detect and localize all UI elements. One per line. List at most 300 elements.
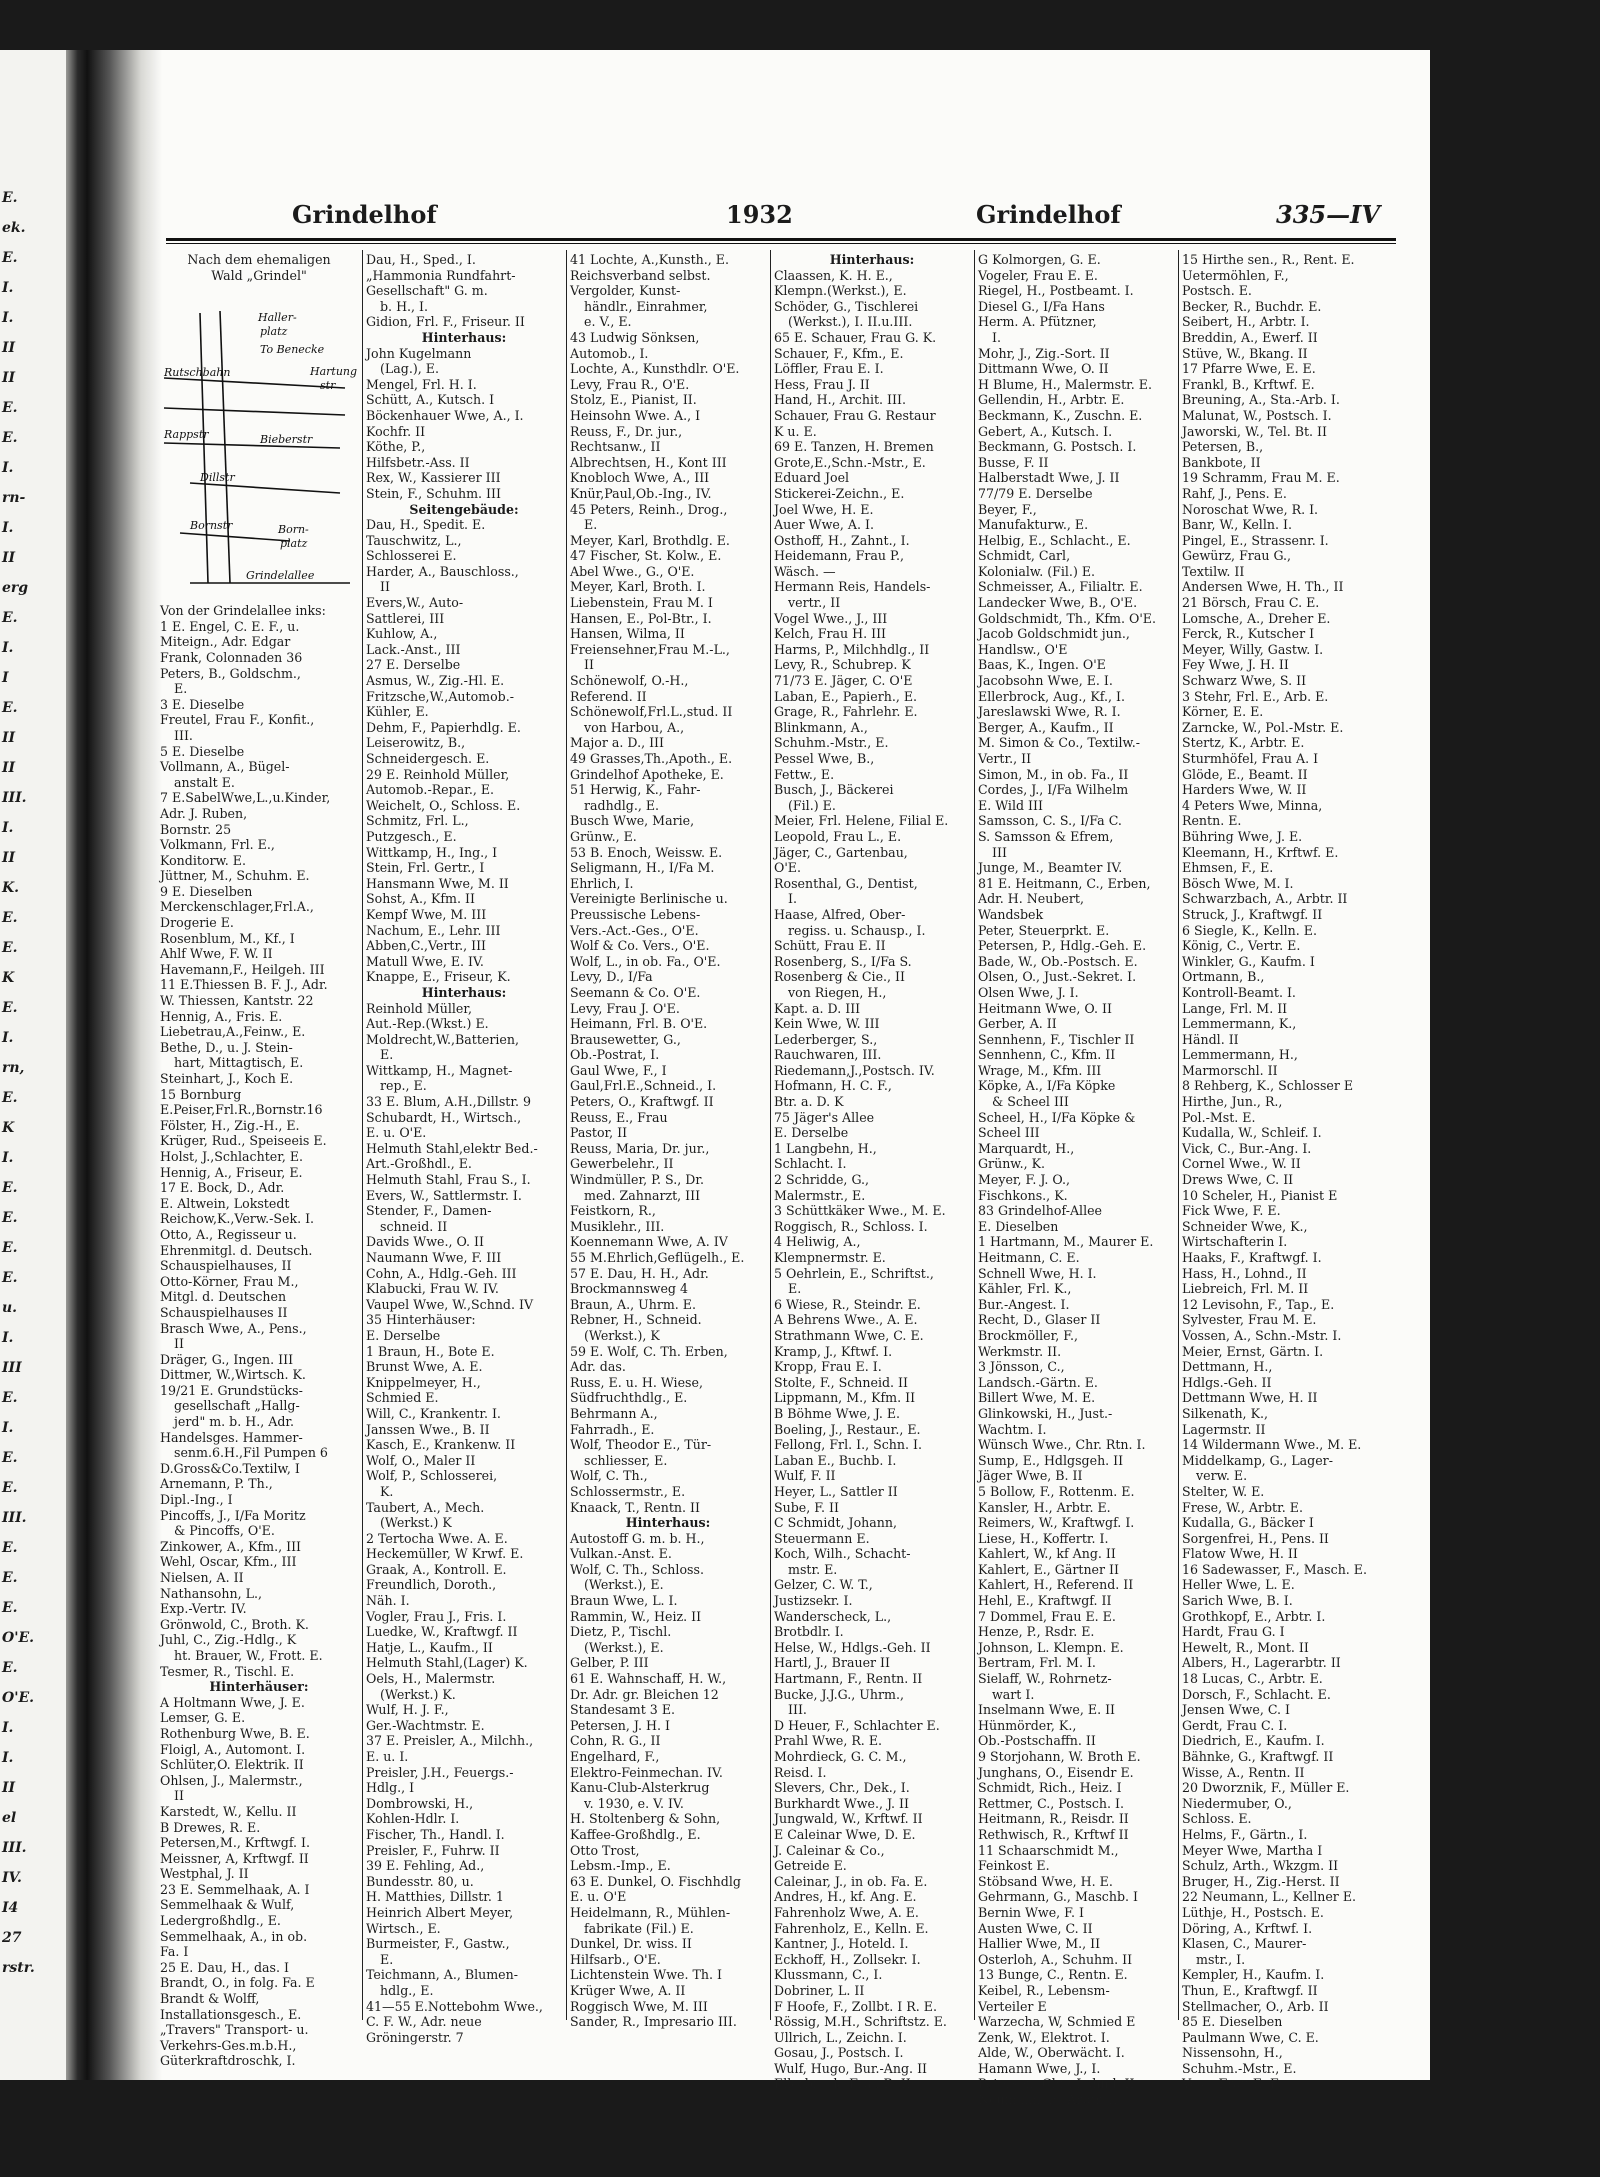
directory-entry-line: (Werkst.), E. xyxy=(584,1577,664,1593)
directory-entry-line: Bucke, J.J.G., Uhrm., xyxy=(774,1686,904,1702)
directory-entry-line: Haaks, F., Kraftwgf. I. xyxy=(1182,1250,1322,1265)
directory-entry-line: Ehmsen, F., E. xyxy=(1182,860,1274,876)
directory-entry-line: Klasen, C., Maurer- xyxy=(1182,1936,1307,1952)
directory-entry-line: Freundlich, Doroth., xyxy=(366,1577,497,1593)
directory-entry-line: Scheel, H., I/Fa Köpke & xyxy=(978,1109,1136,1125)
directory-entry-line: Kontroll-Beamt. I. xyxy=(1182,984,1296,1000)
directory-entry-line: Gaul Wwe, F., I xyxy=(570,1062,667,1078)
directory-entry-line: Freiensehner,Frau M.-L., xyxy=(570,641,730,657)
directory-entry-line: E. u. O'E xyxy=(570,1889,627,1905)
directory-entry-line: Davids Wwe., O. II xyxy=(366,1234,485,1250)
column-4 xyxy=(774,252,970,2092)
directory-entry-line: Kolonialw. (Fil.) E. xyxy=(978,563,1096,579)
directory-entry-line: Heinrich Albert Meyer, xyxy=(366,1904,514,1920)
directory-entry-line: Uetermöhlen, F., xyxy=(1182,267,1289,283)
directory-entry-line: (Werkst.) K xyxy=(380,1515,452,1531)
left-page-fragment-text: O'E. xyxy=(2,1690,35,1706)
directory-entry-line: Hansen, E., Pol-Btr., I. xyxy=(570,610,712,626)
directory-entry-line: Brandt & Wolff, xyxy=(160,1991,260,2007)
directory-entry-line: Helse, W., Hdlgs.-Geh. II xyxy=(774,1639,931,1655)
directory-entry-line: E Caleinar Wwe, D. E. xyxy=(774,1826,916,1842)
directory-entry-line: Autostoff G. m. b. H., xyxy=(570,1530,705,1546)
directory-entry-line: Osthoff, H., Zahnt., I. xyxy=(774,532,910,548)
directory-entry-line: Fischkons., K. xyxy=(978,1187,1068,1203)
left-page-fragment-text: el xyxy=(2,1810,17,1826)
directory-entry-line: Kaffee-Großhdlg., E. xyxy=(570,1826,701,1842)
directory-entry-line: 11 E.Thiessen B. F. J., Adr. xyxy=(160,977,328,993)
directory-entry-line: Grindelhof Apotheke, E. xyxy=(570,766,724,782)
directory-entry-line: händlr., Einrahmer, xyxy=(584,298,708,314)
directory-entry-line: Meyer, Karl, Broth. I. xyxy=(570,579,706,595)
directory-entry-line: Gesellschaft" G. m. xyxy=(366,283,488,299)
directory-entry-line: Vogeler, Frau E. E. xyxy=(978,267,1098,283)
directory-entry-line: Gellendin, H., Arbtr. E. xyxy=(978,392,1125,408)
directory-entry-line: Jäger, C., Gartenbau, xyxy=(774,844,908,860)
directory-entry-line: Verkehrs-Ges.m.b.H., xyxy=(160,2037,297,2053)
directory-entry-line: Rex, W., Kassierer III xyxy=(366,470,501,486)
directory-entry-line: Handelsges. Hammer- xyxy=(160,1429,303,1445)
directory-entry-line: H. Stoltenberg & Sohn, xyxy=(570,1811,721,1827)
directory-entry-line: Neumann, F., Arbtr. II xyxy=(978,2092,1118,2108)
left-page-fragment-text: I. xyxy=(2,280,14,296)
directory-entry-line: Musiklehr., III. xyxy=(570,1218,665,1234)
left-page-fragment-text: rn- xyxy=(2,490,26,506)
column-5 xyxy=(978,252,1174,2108)
directory-entry-line: Flatow Wwe, H. II xyxy=(1182,1546,1298,1562)
directory-entry-line: Reichsverband selbst. xyxy=(570,267,711,283)
left-page-fragment-text: O'E. xyxy=(2,1630,35,1646)
directory-entry-line: C Schmidt, Johann, xyxy=(774,1515,898,1531)
directory-entry-line: E. Altwein, Lokstedt xyxy=(160,1195,290,1211)
directory-entry-line: Vollmann, A., Bügel- xyxy=(160,759,290,775)
directory-entry-line: Reuss, F., Dr. jur., xyxy=(570,423,683,439)
directory-entry-line: Austen Wwe, C. II xyxy=(978,1920,1093,1936)
directory-entry-line: 4 Heliwig, A., xyxy=(774,1234,861,1250)
directory-entry-line: Wünsch Wwe., Chr. Rtn. I. xyxy=(978,1437,1146,1453)
directory-entry-line: Schauer, F., Kfm., E. xyxy=(774,345,904,361)
directory-entry-line: Hand, H., Archit. III. xyxy=(774,392,906,408)
directory-entry-line: Rettmer, C., Postsch. I. xyxy=(978,1795,1124,1811)
directory-entry-line: Stein, Frl. Gertr., I xyxy=(366,860,485,876)
directory-entry-line: Adr. H. Neubert, xyxy=(978,891,1084,907)
directory-entry-line: M. Simon & Co., Textilw.- xyxy=(978,735,1141,751)
directory-entry-line: Winkler, G., Kaufm. I xyxy=(1182,953,1315,969)
directory-entry-line: Heidelmann, R., Mühlen- xyxy=(570,1904,731,1920)
directory-entry-line: Beckmann, K., Zuschn. E. xyxy=(978,407,1143,423)
directory-entry-line: Fischer, Th., Handl. I. xyxy=(366,1826,505,1842)
directory-entry-line: Marmorschl. II xyxy=(1182,1062,1278,1078)
directory-entry-line: Glöde, E., Beamt. II xyxy=(1182,766,1308,782)
directory-entry-line: Eckhoff, H., Zollsekr. I. xyxy=(774,1951,921,1967)
directory-entry-line: Wäsch. — xyxy=(774,563,836,579)
directory-entry-line: Helmuth Stahl,elektr Bed.- xyxy=(366,1140,538,1156)
left-page-fragment-text: I. xyxy=(2,1330,14,1346)
directory-entry-line: Hess, Frau J. II xyxy=(774,376,870,392)
column-1 xyxy=(160,252,358,2069)
directory-entry-line: Dorsch, F., Schlacht. E. xyxy=(1182,1686,1331,1702)
map-label: platz xyxy=(260,325,288,339)
directory-entry-line: 6 Wiese, R., Steindr. E. xyxy=(774,1296,921,1312)
directory-entry-line: b. H., I. xyxy=(380,298,429,314)
directory-entry-line: E. u. O'E. xyxy=(366,1125,427,1141)
directory-entry-line: Sohst, A., Kfm. II xyxy=(366,891,475,907)
directory-entry-line: Bösch Wwe, M. I. xyxy=(1182,875,1294,891)
book-spine-shadow xyxy=(66,50,162,2080)
directory-entry-line: Harms, P., Milchhdlg., II xyxy=(774,641,930,657)
directory-entry-line: E. Derselbe xyxy=(366,1327,441,1343)
directory-entry-line: Hinterhäuser: xyxy=(209,1679,309,1695)
directory-entry-line: Dettmann Wwe, H. II xyxy=(1182,1390,1318,1406)
directory-entry-line: Gelber, P. III xyxy=(570,1655,649,1671)
directory-entry-line: 17 E. Bock, D., Adr. xyxy=(160,1180,285,1196)
directory-entry-line: Hardt, Frau G. I xyxy=(1182,1624,1285,1640)
map-label: Dillstr xyxy=(200,471,235,485)
left-page-fragment-text: E. xyxy=(2,1270,18,1286)
directory-entry-line: Sielaff, W., Rohrnetz- xyxy=(978,1671,1112,1687)
directory-entry-line: 18 Lucas, C., Arbtr. E. xyxy=(1182,1671,1323,1687)
directory-entry-line: Sander, R., Impresario III. xyxy=(570,2014,737,2030)
directory-entry-line: Wulf, F. II xyxy=(774,1468,836,1484)
directory-entry-line: Schönewolf, O.-H., xyxy=(570,673,689,689)
directory-entry-line: Hilfsarb., O'E. xyxy=(570,1951,661,1967)
directory-entry-line: 33 E. Blum, A.H.,Dillstr. 9 xyxy=(366,1094,532,1110)
directory-entry-line: Wrage, M., Kfm. III xyxy=(978,1062,1102,1078)
map-label: Grindelallee xyxy=(246,569,315,583)
directory-entry-line: verw. E. xyxy=(1196,1468,1248,1484)
directory-entry-line: Schwarz Wwe, S. II xyxy=(1182,673,1307,689)
directory-entry-line: Kähler, Frl. K., xyxy=(978,1281,1072,1297)
directory-entry-line: Vereinigte Berlinische u. xyxy=(570,891,728,907)
directory-entry-line: Hansmann Wwe, M. II xyxy=(366,875,509,891)
directory-entry-line: Ahlf Wwe, F. W. II xyxy=(160,946,273,962)
directory-entry-line: Lippmann, M., Kfm. II xyxy=(774,1390,916,1406)
directory-entry-line: Getreide E. xyxy=(774,1858,847,1874)
directory-entry-line: 3 E. Dieselbe xyxy=(160,696,245,712)
directory-entry-line: Beckmann, G. Postsch. I. xyxy=(978,439,1137,455)
page-header xyxy=(166,200,1396,236)
directory-entry-line: Riegel, H., Postbeamt. I. xyxy=(978,283,1134,299)
directory-entry-line: Graak, A., Kontroll. E. xyxy=(366,1561,507,1577)
directory-entry-line: Köpke, A., I/Fa Köpke xyxy=(978,1078,1116,1094)
directory-entry-line: Hinterhaus: xyxy=(421,984,507,1000)
directory-entry-line: Hehl, E., Kraftwgf. II xyxy=(978,1593,1112,1609)
directory-entry-line: Abben,C.,Vertr., III xyxy=(366,938,487,954)
directory-entry-line: Joel Wwe, H. E. xyxy=(774,501,874,517)
directory-entry-line: Lemser, G. E. xyxy=(160,1710,246,1726)
directory-entry-line: Jungwald, W., Krftwf. II xyxy=(774,1811,923,1827)
directory-entry-line: Russ, E. u. H. Wiese, xyxy=(570,1374,703,1390)
directory-entry-line: Liebreich, Frl. M. II xyxy=(1182,1281,1309,1297)
directory-entry-line: Hünmörder, K., xyxy=(978,1717,1077,1733)
directory-entry-line: Vaupel Wwe, W.,Schnd. IV xyxy=(366,1296,534,1312)
directory-entry-line: 4 Peters Wwe, Minna, xyxy=(1182,797,1323,813)
directory-entry-line: Fritzsche,W.,Automob.- xyxy=(366,688,515,704)
directory-entry-line: 20 Dworznik, F., Müller E. xyxy=(1182,1780,1350,1796)
directory-entry-line: Schönewolf,Frl.L.,stud. II xyxy=(570,704,733,720)
directory-entry-line: Brockmannsweg 4 xyxy=(570,1281,688,1297)
left-page-fragment-text: E. xyxy=(2,1450,18,1466)
directory-entry-line: Heidemann, Frau P., xyxy=(774,548,904,564)
directory-entry-line: Meier, Ernst, Gärtn. I. xyxy=(1182,1343,1324,1359)
directory-entry-line: Busch, J., Bäckerei xyxy=(774,782,894,798)
directory-entry-line: 25 E. Dau, H., das. I xyxy=(160,1959,289,1975)
directory-entry-line: Abel Wwe., G., O'E. xyxy=(570,563,695,579)
directory-entry-line: 15 Hirthe sen., R., Rent. E. xyxy=(1182,252,1355,267)
directory-entry-line: Verteiler E xyxy=(978,1998,1047,2014)
directory-entry-line: Stickerei-Zeichn., E. xyxy=(774,485,905,501)
directory-entry-line: Heinsohn Wwe. A., I xyxy=(570,407,701,423)
directory-entry-line: Helbig, E., Schlacht., E. xyxy=(978,532,1131,548)
directory-entry-line: Südfruchthdlg., E. xyxy=(570,1390,688,1406)
directory-entry-line: Burmeister, F., Gastw., xyxy=(366,1936,510,1952)
left-page-fragment-text: II xyxy=(2,370,16,386)
directory-entry-line: Cohn, R. G., II xyxy=(570,1733,661,1749)
directory-entry-line: Niedermuber, O., xyxy=(1182,1795,1292,1811)
directory-entry-line: Brausewetter, G., xyxy=(570,1031,681,1047)
directory-entry-line: Rothenburg Wwe, B. E. xyxy=(160,1725,310,1741)
directory-entry-line: Simon, M., in ob. Fa., II xyxy=(978,766,1129,782)
left-page-fragment-text: E. xyxy=(2,1540,18,1556)
directory-entry-line: Harder, A., Bauschloss., xyxy=(366,563,519,579)
directory-entry-line: fabrikate (Fil.) E. xyxy=(584,1920,694,1936)
directory-entry-line: 5 Bollow, F., Rottenm. E. xyxy=(978,1483,1135,1499)
directory-entry-line: mstr., I. xyxy=(1196,1951,1246,1967)
directory-entry-line: Krüger Wwe, A. II xyxy=(570,1982,686,1998)
directory-entry-line: Bur.-Angest. I. xyxy=(978,1296,1070,1312)
directory-entry-line: S. Samsson & Efrem, xyxy=(978,828,1114,844)
directory-entry-line: Fölster, H., Zig.-H., E. xyxy=(160,1117,300,1133)
directory-entry-line: rep., E. xyxy=(380,1078,427,1094)
directory-entry-line: Meyer, F. J. O., xyxy=(978,1172,1071,1188)
directory-entry-line: Vogler, Frau J., Fris. I. xyxy=(366,1608,507,1624)
directory-entry-line: Prahl Wwe, R. E. xyxy=(774,1733,883,1749)
directory-entry-line: A Behrens Wwe., A. E. xyxy=(774,1312,918,1328)
directory-entry-line: Junghans, O., Eisendr E. xyxy=(978,1764,1134,1780)
directory-entry-line: Banr, W., Kelln. I. xyxy=(1182,517,1292,533)
directory-entry-line: Installationsgesch., E. xyxy=(160,2006,302,2022)
directory-entry-line: Peters, O., Kraftwgf. II xyxy=(570,1094,714,1110)
directory-entry-line: Meier, Frl. Helene, Filial E. xyxy=(774,813,949,829)
directory-entry-line: Stein, F., Schuhm. III xyxy=(366,485,501,501)
directory-entry-line: wart I. xyxy=(992,1686,1035,1702)
directory-entry-line: Landecker Wwe, B., O'E. xyxy=(978,595,1138,611)
directory-entry-line: 37 E. Preisler, A., Milchh., xyxy=(366,1733,534,1749)
directory-entry-line: Gaul,Frl.E.,Schneid., I. xyxy=(570,1078,717,1094)
directory-entry-line: 14 Wildermann Wwe., M. E. xyxy=(1182,1437,1362,1453)
directory-entry-line: Justizsekr. I. xyxy=(774,1593,853,1609)
left-page-fragment-text: E. xyxy=(2,1000,18,1016)
directory-entry-line: Eduard Joel xyxy=(774,470,850,486)
directory-entry-line: Petersen,M., Krftwgf. I. xyxy=(160,1835,311,1851)
directory-entry-line: Otto Trost, xyxy=(570,1842,640,1858)
directory-entry-line: D Heuer, F., Schlachter E. xyxy=(774,1717,940,1733)
map-label: Rappstr xyxy=(164,428,209,442)
directory-entry-line: Textilw. II xyxy=(1182,563,1245,579)
directory-entry-line: 1 Langbehn, H., xyxy=(774,1140,877,1156)
directory-entry-line: Schubardt, H., Wirtsch., xyxy=(366,1109,522,1125)
directory-entry-line: Ob.-Postschaffn. II xyxy=(978,1733,1096,1749)
directory-entry-line: Lebsm.-Imp., E. xyxy=(570,1858,671,1874)
directory-entry-line: Wittkamp, H., Ing., I xyxy=(366,844,498,860)
header-rule-thin xyxy=(166,243,1396,244)
directory-entry-line: Rammin, W., Heiz. II xyxy=(570,1608,702,1624)
directory-entry-line: Knür,Paul,Ob.-Ing., IV. xyxy=(570,485,712,501)
directory-entry-line: Wolf, C. Th., Schloss. xyxy=(570,1561,704,1577)
directory-entry-line: Seligmann, H., I/Fa M. xyxy=(570,860,715,876)
directory-entry-line: „Travers" Transport- u. xyxy=(160,2022,309,2038)
directory-entry-line: Kramp, J., Kftwf. I. xyxy=(774,1343,893,1359)
directory-entry-line: Gröningerstr. 7 xyxy=(366,2029,464,2045)
directory-entry-line: Wittkamp, H., Magnet- xyxy=(366,1062,513,1078)
directory-entry-line: Behrmann A., xyxy=(570,1405,658,1421)
directory-entry-line: Volkmann, Frl. E., xyxy=(160,837,275,853)
directory-entry-line: Frankl, B., Krftwf. E. xyxy=(1182,376,1315,392)
directory-entry-line: 47 Fischer, St. Kolw., E. xyxy=(570,548,722,564)
directory-entry-line: Knobloch Wwe, A., III xyxy=(570,470,710,486)
directory-entry-line: Heyer, L., Sattler II xyxy=(774,1483,898,1499)
directory-entry-line: Otto-Körner, Frau M., xyxy=(160,1273,299,1289)
directory-entry-line: K u. E. xyxy=(774,423,817,439)
map-label: Bornstr xyxy=(190,519,233,533)
directory-entry-line: vertr., II xyxy=(788,595,841,611)
column-1-entries xyxy=(160,603,358,2069)
left-page-fragment-text: I. xyxy=(2,1150,14,1166)
directory-entry-line: III. xyxy=(174,727,193,743)
directory-entry-line: Dehm, F., Papierhdlg. E. xyxy=(366,719,521,735)
directory-entry-line: Schmeisser, A., Filialtr. E. xyxy=(978,579,1143,595)
directory-entry-line: 3 Jönsson, C., xyxy=(978,1359,1065,1375)
directory-entry-line: radhdlg., E. xyxy=(584,797,660,813)
directory-entry-line: Fahrenholz Wwe, A. E. xyxy=(774,1904,919,1920)
directory-entry-line: Jacobsohn Wwe, E. I. xyxy=(978,673,1113,689)
directory-entry-line: 19 Schramm, Frau M. E. xyxy=(1182,470,1340,486)
directory-entry-line: Rebner, H., Schneid. xyxy=(570,1312,702,1328)
directory-entry-line: Kochfr. II xyxy=(366,423,426,439)
directory-entry-line: Schlüter,O. Elektrik. II xyxy=(160,1757,304,1773)
left-page-fragment-text: I. xyxy=(2,1720,14,1736)
left-page-fragment-text: IV. xyxy=(2,1870,22,1886)
directory-entry-line: (Werkst.), K xyxy=(584,1327,660,1343)
left-page-fragment-text: II xyxy=(2,1780,16,1796)
directory-entry-line: Körner, E. E. xyxy=(1182,704,1264,720)
directory-entry-line: 83 Grindelhof-Allee xyxy=(978,1203,1103,1219)
directory-entry-line: 27 E. Derselbe xyxy=(366,657,461,673)
directory-entry-line: Blinkmann, A., xyxy=(774,719,868,735)
directory-entry-line: Gelzer, C. W. T., xyxy=(774,1577,873,1593)
directory-entry-line: Köthe, P., xyxy=(366,439,426,455)
directory-entry-line: Helms, F., Gärtn., I. xyxy=(1182,1826,1308,1842)
directory-entry-line: Preisler, J.H., Feuergs.- xyxy=(366,1764,514,1780)
directory-entry-line: Levy, Frau J. O'E. xyxy=(570,1000,680,1016)
column-rule xyxy=(974,250,975,2020)
directory-entry-line: 53 B. Enoch, Weissw. E. xyxy=(570,844,723,860)
directory-entry-line: Lüthje, H., Postsch. E. xyxy=(1182,1904,1324,1920)
directory-entry-line: hdlg., E. xyxy=(380,1982,434,1998)
directory-entry-line: Stertz, K., Arbtr. E. xyxy=(1182,735,1305,751)
directory-entry-line: Wolf, Theodor E., Tür- xyxy=(570,1437,712,1453)
directory-entry-line: Automob.-Repar., E. xyxy=(366,782,495,798)
directory-entry-line: Weichelt, O., Schloss. E. xyxy=(366,797,521,813)
directory-entry-line: John Kugelmann xyxy=(366,345,472,361)
directory-entry-line: D.Gross&Co.Textilw, I xyxy=(160,1460,300,1476)
left-page-fragment-text: E. xyxy=(2,940,18,956)
header-street-left: Grindelhof xyxy=(292,200,437,229)
directory-entry-line: Feinkost E. xyxy=(978,1858,1050,1874)
directory-entry-line: Major a. D., III xyxy=(570,735,665,751)
directory-entry-line: B Drewes, R. E. xyxy=(160,1819,261,1835)
directory-entry-line: Preisler, F., Fuhrw. II xyxy=(366,1842,500,1858)
directory-entry-line: Meyer Wwe, Martha I xyxy=(1182,1842,1323,1858)
directory-entry-line: hart, Mittagtisch, E. xyxy=(174,1055,304,1071)
directory-entry-line: Drews Wwe, C. II xyxy=(1182,1172,1294,1188)
directory-entry-line: (Werkst.) K. xyxy=(380,1686,456,1702)
directory-entry-line: Koennemann Wwe, A. IV xyxy=(570,1234,728,1250)
directory-entry-line: Heitmann, C. E. xyxy=(978,1250,1080,1265)
left-page-fragment-text: E. xyxy=(2,1390,18,1406)
directory-entry-line: Dau, H., Spedit. E. xyxy=(366,517,486,533)
directory-entry-line: B Böhme Wwe, J. E. xyxy=(774,1405,901,1421)
directory-entry-line: Schlacht. I. xyxy=(774,1156,847,1172)
directory-entry-line: Feistkorn, R., xyxy=(570,1203,656,1219)
directory-entry-line: 8 Rehberg, K., Schlosser E xyxy=(1182,1078,1354,1094)
directory-page xyxy=(160,130,1400,2108)
directory-entry-line: Matull Wwe, E. IV. xyxy=(366,953,484,969)
directory-entry-line: Lemmermann, H., xyxy=(1182,1047,1298,1063)
directory-entry-line: Luedke, W., Kraftwgf. II xyxy=(366,1624,518,1640)
directory-entry-line: 9 Storjohann, W. Broth E. xyxy=(978,1749,1141,1764)
directory-entry-line: Johnson, L. Klempn. E. xyxy=(978,1639,1124,1655)
directory-entry-line: gesellschaft „Hallg- xyxy=(174,1398,300,1414)
directory-entry-line: Dettmann, H., xyxy=(1182,1359,1273,1375)
left-page-fragment-text: I. xyxy=(2,520,14,536)
left-page-fragment-text: I. xyxy=(2,310,14,326)
directory-entry-line: Dr. Adr. gr. Bleichen 12 xyxy=(570,1686,719,1702)
directory-entry-line: Levy, D., I/Fa xyxy=(570,969,653,985)
directory-entry-line: 12 Levisohn, F., Tap., E. xyxy=(1182,1296,1335,1312)
directory-entry-line: Hdlgs.-Geh. II xyxy=(1182,1374,1272,1390)
directory-entry-line: E. u. I. xyxy=(366,1749,409,1764)
directory-entry-line: Sylvester, Frau M. E. xyxy=(1182,1312,1317,1328)
directory-entry-line: Seemann & Co. O'E. xyxy=(570,984,701,1000)
left-page-fragment-text: E. xyxy=(2,400,18,416)
directory-entry-line: Rahf, J., Pens. E. xyxy=(1182,485,1287,501)
left-page-fragment-text: III. xyxy=(2,1510,27,1526)
directory-entry-line: Pol.-Mst. E. xyxy=(1182,1109,1256,1125)
directory-entry-line: Bähnke, G., Kraftwgf. II xyxy=(1182,1749,1334,1764)
directory-entry-line: 19/21 E. Grundstücks- xyxy=(160,1382,303,1398)
directory-entry-line: 23 E. Semmelhaak, A. I xyxy=(160,1881,310,1897)
left-page-fragment-text: E. xyxy=(2,1480,18,1496)
directory-entry-line: Fettw., E. xyxy=(774,766,835,782)
directory-entry-line: Noroschat Wwe, R. I. xyxy=(1182,501,1319,517)
directory-entry-line: Becker, R., Buchdr. E. xyxy=(1182,298,1322,314)
left-page-fragment-text: E. xyxy=(2,1570,18,1586)
directory-entry-line: Schloss. E. xyxy=(1182,1811,1252,1827)
directory-entry-line: 9 E. Dieselben xyxy=(160,883,253,899)
directory-entry-line: Evers, W., Sattlermstr. I. xyxy=(366,1187,522,1203)
directory-entry-line: Preussische Lebens- xyxy=(570,906,701,922)
directory-entry-line: Sorgenfrei, H., Pens. II xyxy=(1182,1530,1329,1546)
directory-entry-line: Kelch, Frau H. III xyxy=(774,626,887,642)
directory-entry-line: Taubert, A., Mech. xyxy=(366,1499,485,1515)
directory-entry-line: regiss. u. Schausp., I. xyxy=(788,922,926,938)
directory-entry-line: König, C., Vertr. E. xyxy=(1182,938,1301,954)
page-number: 335—IV xyxy=(1276,200,1380,229)
directory-entry-line: Schauer, Frau G. Restaur xyxy=(774,407,936,423)
directory-entry-line: Stolte, F., Schneid. II xyxy=(774,1374,909,1390)
directory-entry-line: 7 Dommel, Frau E. E. xyxy=(978,1608,1116,1624)
left-page-fragment-text: E. xyxy=(2,1600,18,1616)
